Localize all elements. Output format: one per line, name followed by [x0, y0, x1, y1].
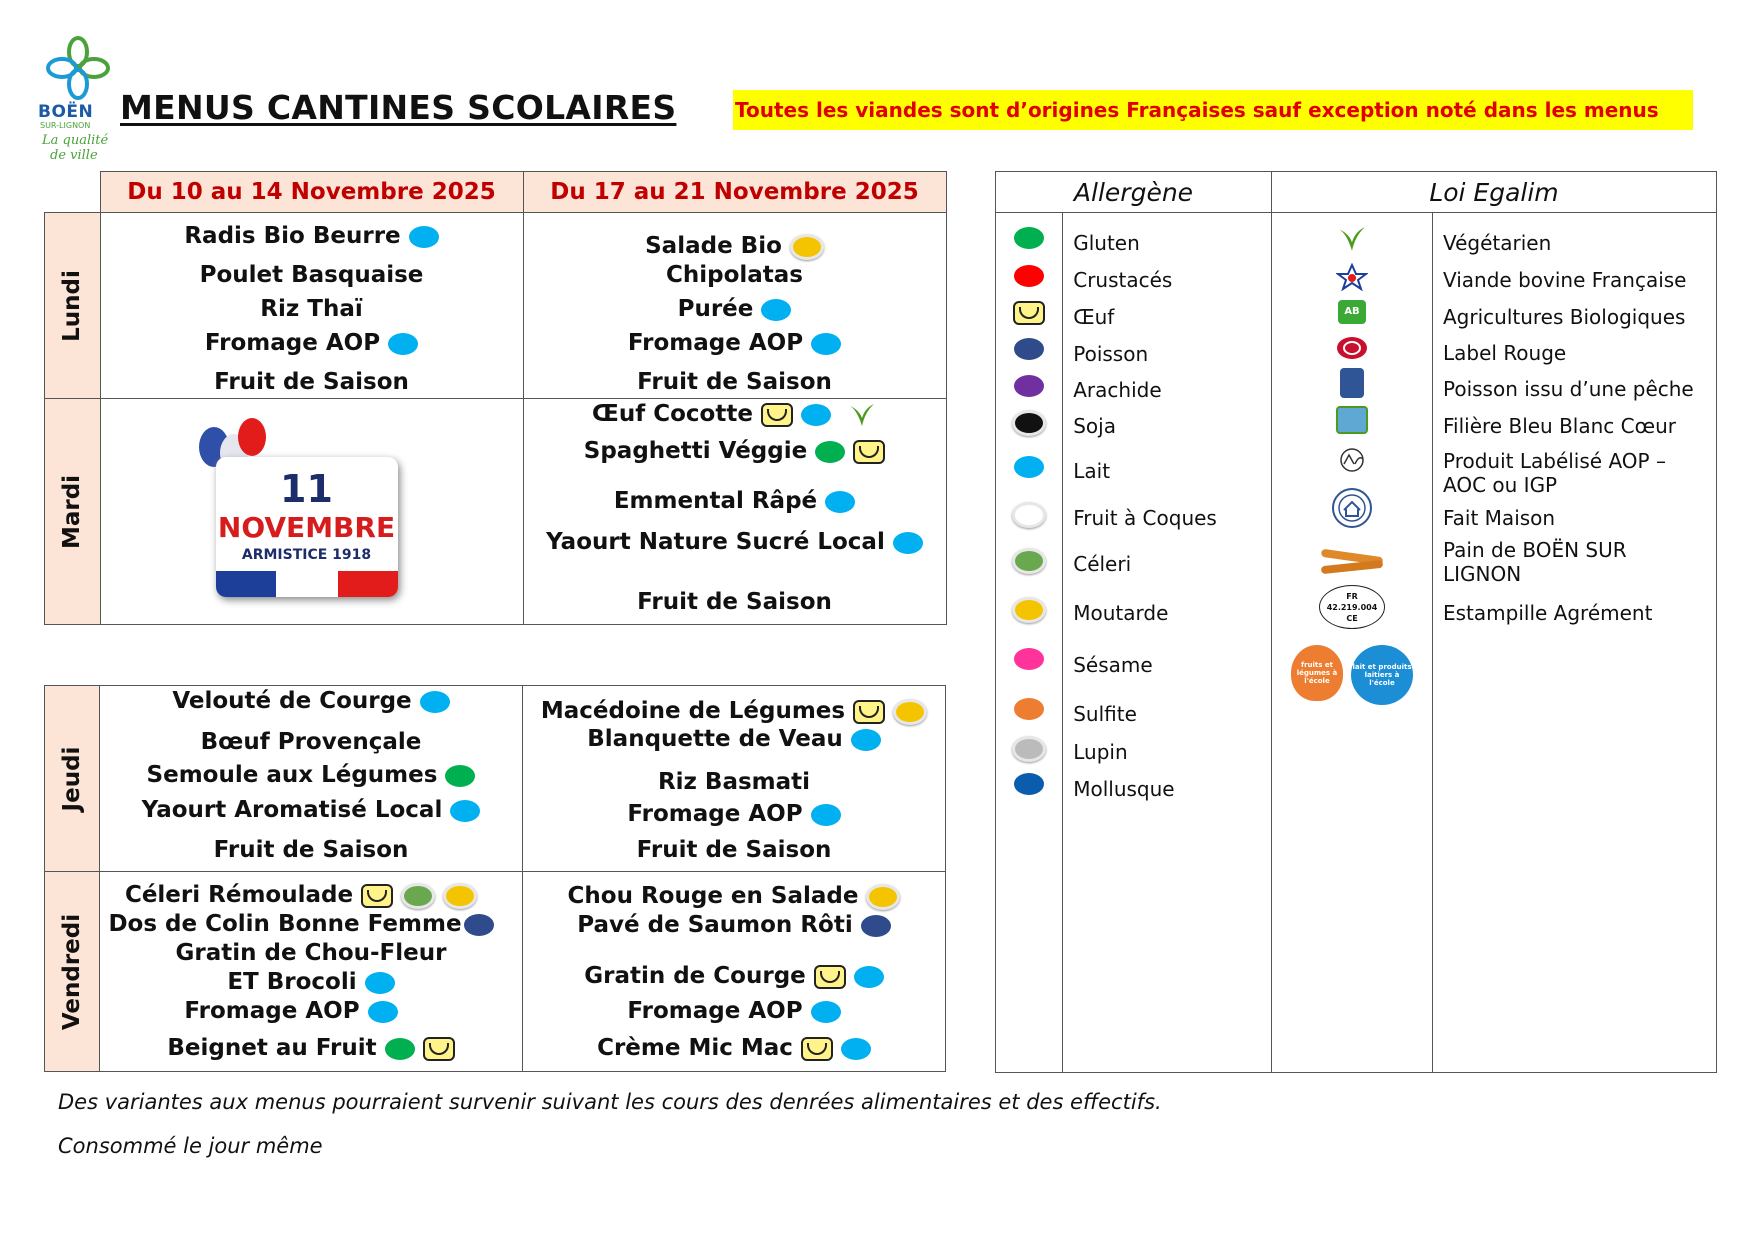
milk-allergen-icon: [854, 966, 884, 988]
milk-allergen-icon: [841, 1038, 871, 1060]
menu-item: Yaourt Aromatisé Local: [100, 797, 522, 823]
allergen-label: Arachide: [1073, 378, 1162, 402]
logo-name: BOËN: [38, 102, 94, 122]
flag-red: [338, 571, 398, 597]
day-row-mardi: [45, 399, 947, 625]
menu-item: Fromage AOP: [80, 998, 502, 1024]
holiday-day: 11: [280, 467, 333, 511]
gluten-allergen-icon: [815, 441, 845, 463]
menu-cell: [100, 686, 523, 872]
menu-item: Spaghetti Véggie: [524, 438, 946, 464]
egalim-label: LIGNON: [1443, 562, 1522, 586]
menu-item: Yaourt Nature Sucré Local: [524, 529, 946, 555]
page-title: MENUS CANTINES SCOLAIRES: [120, 88, 677, 127]
menu-item: Fruit de Saison: [213, 837, 409, 863]
leaf-icon: [1336, 225, 1368, 253]
menu-cell: [523, 686, 946, 872]
holiday-month: NOVEMBRE: [217, 511, 396, 544]
egalim-label: Poisson issu d’une pêche: [1443, 377, 1694, 401]
gluten-allergen-icon: [445, 765, 475, 787]
stamp-line: FR: [1346, 592, 1358, 601]
milk-allergen-icon: [801, 404, 831, 426]
fait-maison-icon: [1331, 487, 1373, 529]
menu-cell: [100, 872, 523, 1072]
town-logo: [38, 36, 118, 166]
milk-allergen-icon: [365, 972, 395, 994]
day-cell: [45, 686, 100, 872]
egalim-label: AOC ou IGP: [1443, 473, 1558, 497]
egalim-label: Estampille Agrément: [1443, 601, 1653, 625]
egalim-label: Pain de BOËN SUR: [1443, 538, 1627, 562]
day-label: Lundi: [59, 269, 86, 342]
day-cell: [45, 399, 101, 625]
menu-item: Riz Basmati: [657, 769, 811, 795]
milk-allergen-icon: [811, 804, 841, 826]
milk-allergen-icon: [851, 729, 881, 751]
allergen-icon-column: [996, 213, 1063, 1073]
menu-item: Fruit de Saison: [637, 369, 832, 395]
menu-item: Fruit de Saison: [637, 589, 832, 615]
milk-allergen-icon: [811, 1001, 841, 1023]
milk-allergen-icon: [761, 299, 791, 321]
bleu-blanc-coeur-icon: [1336, 406, 1368, 434]
holiday-card: [216, 457, 398, 597]
day-label: Mardi: [59, 474, 86, 549]
sustainable-fish-icon: [1340, 368, 1364, 398]
menu-item: Fruit de Saison: [214, 369, 409, 395]
logo-subtitle: SUR-LIGNON: [40, 121, 91, 130]
egg-allergen-icon: [853, 700, 885, 724]
allergen-label: Lupin: [1073, 740, 1128, 764]
stamp-line: CE: [1346, 614, 1358, 623]
day-label: Vendredi: [59, 913, 85, 1030]
day-row-lundi: [45, 213, 947, 399]
holiday-event: ARMISTICE 1918: [241, 547, 372, 563]
menu-table-top: [44, 171, 947, 625]
blue-dot-icon: [1014, 456, 1044, 478]
logo-tagline: de ville: [50, 148, 98, 163]
allergen-label: Céleri: [1073, 552, 1132, 576]
allergen-label: Sulfite: [1073, 702, 1137, 726]
day-row-jeudi: [45, 686, 946, 872]
egalim-label: Viande bovine Française: [1443, 268, 1687, 292]
menu-item: Macédoine de Légumes: [523, 698, 945, 725]
milk-allergen-icon: [825, 491, 855, 513]
pink-dot-icon: [1014, 648, 1044, 670]
celery-ring-dot-icon: [1012, 548, 1046, 574]
menu-item: Gratin de Chou-Fleur: [175, 940, 447, 966]
fish-allergen-icon: [464, 914, 494, 936]
red-dot-icon: [1014, 265, 1044, 287]
footer-note: Des variantes aux menus pourraient survenir suivant les cours des denrées alimentaires et des effectifs.: [58, 1090, 1162, 1114]
celery-allergen-icon: [401, 883, 435, 909]
menu-item: Radis Bio Beurre: [101, 223, 523, 249]
label-rouge-icon: [1335, 335, 1369, 361]
mustard-allergen-icon: [893, 699, 927, 725]
mustard-allergen-icon: [443, 883, 477, 909]
menu-cell: [523, 872, 946, 1072]
dairy-school-program-icon: lait et produits laitiers à l'école: [1351, 645, 1413, 705]
egg-allergen-icon: [814, 965, 846, 989]
vegetarian-leaf-icon: [847, 402, 877, 428]
darkblue-dot-icon: [1014, 773, 1044, 795]
menu-item: Fromage AOP: [523, 998, 945, 1024]
allergen-label: Fruit à Coques: [1073, 506, 1217, 530]
menu-item: Fromage AOP: [524, 330, 946, 356]
mustard-ring-dot-icon: [1012, 597, 1046, 623]
mustard-allergen-icon: [790, 234, 824, 260]
egg-icon: [1013, 301, 1045, 325]
egg-allergen-icon: [761, 403, 793, 427]
black-ring-dot-icon: [1012, 502, 1046, 528]
grey-ring-dot-icon: [1012, 736, 1046, 762]
aoc-icon: [1335, 447, 1369, 473]
menu-item: Pavé de Saumon Rôti: [523, 912, 945, 938]
egalim-label: Végétarien: [1443, 231, 1552, 255]
green-dot-icon: [1014, 227, 1044, 249]
day-row-vendredi: [45, 872, 946, 1072]
stamp-icon: [1272, 585, 1432, 629]
ab-organic-icon: AB: [1338, 300, 1366, 324]
egg-allergen-icon: [853, 440, 885, 464]
footer-note: Consommé le jour même: [58, 1134, 323, 1158]
menu-item: Fruit de Saison: [636, 837, 832, 863]
navy-dot-icon: [1014, 338, 1044, 360]
menu-item: Chou Rouge en Salade: [523, 883, 945, 910]
french-beef-icon: [1336, 263, 1368, 291]
armistice-illustration: [196, 417, 416, 607]
menu-item: Céleri Rémoulade: [90, 882, 512, 909]
allergen-label: Lait: [1073, 459, 1111, 483]
egalim-label: Label Rouge: [1443, 341, 1567, 365]
menu-item: Beignet au Fruit: [100, 1035, 522, 1061]
egalim-label: Fait Maison: [1443, 506, 1556, 530]
allergen-header: Allergène: [996, 172, 1272, 213]
milk-allergen-icon: [388, 333, 418, 355]
flag-blue: [216, 571, 276, 597]
menu-item: Fromage AOP: [523, 801, 945, 827]
day-cell: [45, 213, 101, 399]
allergen-label: Moutarde: [1073, 601, 1169, 625]
milk-allergen-icon: [420, 691, 450, 713]
day-label: Jeudi: [59, 746, 85, 811]
menu-item: Riz Thaï: [260, 296, 363, 322]
menu-table-bottom: [44, 685, 946, 1072]
fruits-school-program-icon: fruits et légumes à l'école: [1291, 645, 1343, 701]
egalim-header: Loi Egalim: [1272, 172, 1717, 213]
allergen-label: Gluten: [1073, 231, 1140, 255]
purple-dot-icon: [1014, 375, 1044, 397]
menu-item: Chipolatas: [665, 262, 803, 288]
menu-item: Gratin de Courge: [523, 963, 945, 989]
meat-origin-note: Toutes les viandes sont d’origines Françaises sauf exception noté dans les menus: [733, 90, 1693, 130]
clover-logo-icon: [42, 36, 114, 100]
menu-item: Salade Bio: [524, 233, 946, 260]
menu-item: Semoule aux Légumes: [100, 762, 522, 788]
gluten-allergen-icon: [385, 1038, 415, 1060]
allergen-label: Crustacés: [1073, 268, 1173, 292]
menu-item: ET Brocoli: [100, 969, 522, 995]
milk-allergen-icon: [450, 800, 480, 822]
allergen-label: Œuf: [1073, 305, 1115, 329]
egg-allergen-icon: [361, 884, 393, 908]
menu-item: Dos de Colin Bonne Femme: [90, 911, 512, 937]
allergen-label: Poisson: [1073, 342, 1149, 366]
milk-allergen-icon: [811, 333, 841, 355]
menu-item: Emmental Râpé: [524, 488, 946, 514]
stamp-line: 42.219.004: [1326, 603, 1378, 612]
holiday-cell: [100, 399, 523, 625]
allergen-label: Sésame: [1073, 653, 1153, 677]
egg-allergen-icon: [801, 1037, 833, 1061]
egalim-label: Filière Bleu Blanc Cœur: [1443, 414, 1676, 438]
fish-allergen-icon: [861, 915, 891, 937]
legend-table: [995, 171, 1717, 1073]
milk-allergen-icon: [368, 1001, 398, 1023]
allergen-label: Soja: [1073, 414, 1116, 438]
menu-item: Fromage AOP: [101, 330, 523, 356]
mustard-allergen-icon: [866, 884, 900, 910]
egalim-icon-column: [1272, 213, 1433, 1073]
milk-allergen-icon: [893, 532, 923, 554]
menu-item: Œuf Cocotte: [524, 401, 946, 428]
menu-item: Velouté de Courge: [100, 688, 522, 714]
menu-cell: [100, 213, 523, 399]
menu-item: Purée: [524, 296, 946, 322]
menu-item: Crème Mic Mac: [523, 1035, 945, 1061]
menu-cell: [523, 213, 946, 399]
milk-allergen-icon: [409, 226, 439, 248]
black-dot-icon: [1012, 410, 1046, 436]
menu-item: Poulet Basquaise: [199, 262, 424, 288]
logo-tagline: La qualité: [42, 133, 109, 148]
orange-dot-icon: [1014, 698, 1044, 720]
menu-item: Bœuf Provençale: [200, 729, 422, 755]
egalim-label-column: [1433, 213, 1717, 1073]
egg-allergen-icon: [423, 1037, 455, 1061]
egalim-label: Produit Labélisé AOP –: [1443, 449, 1666, 473]
week-header: Du 10 au 14 Novembre 2025: [100, 172, 523, 213]
week-header: Du 17 au 21 Novembre 2025: [523, 172, 946, 213]
allergen-label: Mollusque: [1073, 777, 1175, 801]
egalim-label: Agricultures Biologiques: [1443, 305, 1686, 329]
menu-cell: [523, 399, 946, 625]
bread-icon: [1317, 547, 1387, 577]
menu-item: Blanquette de Veau: [523, 726, 945, 752]
allergen-label-column: [1063, 213, 1272, 1073]
